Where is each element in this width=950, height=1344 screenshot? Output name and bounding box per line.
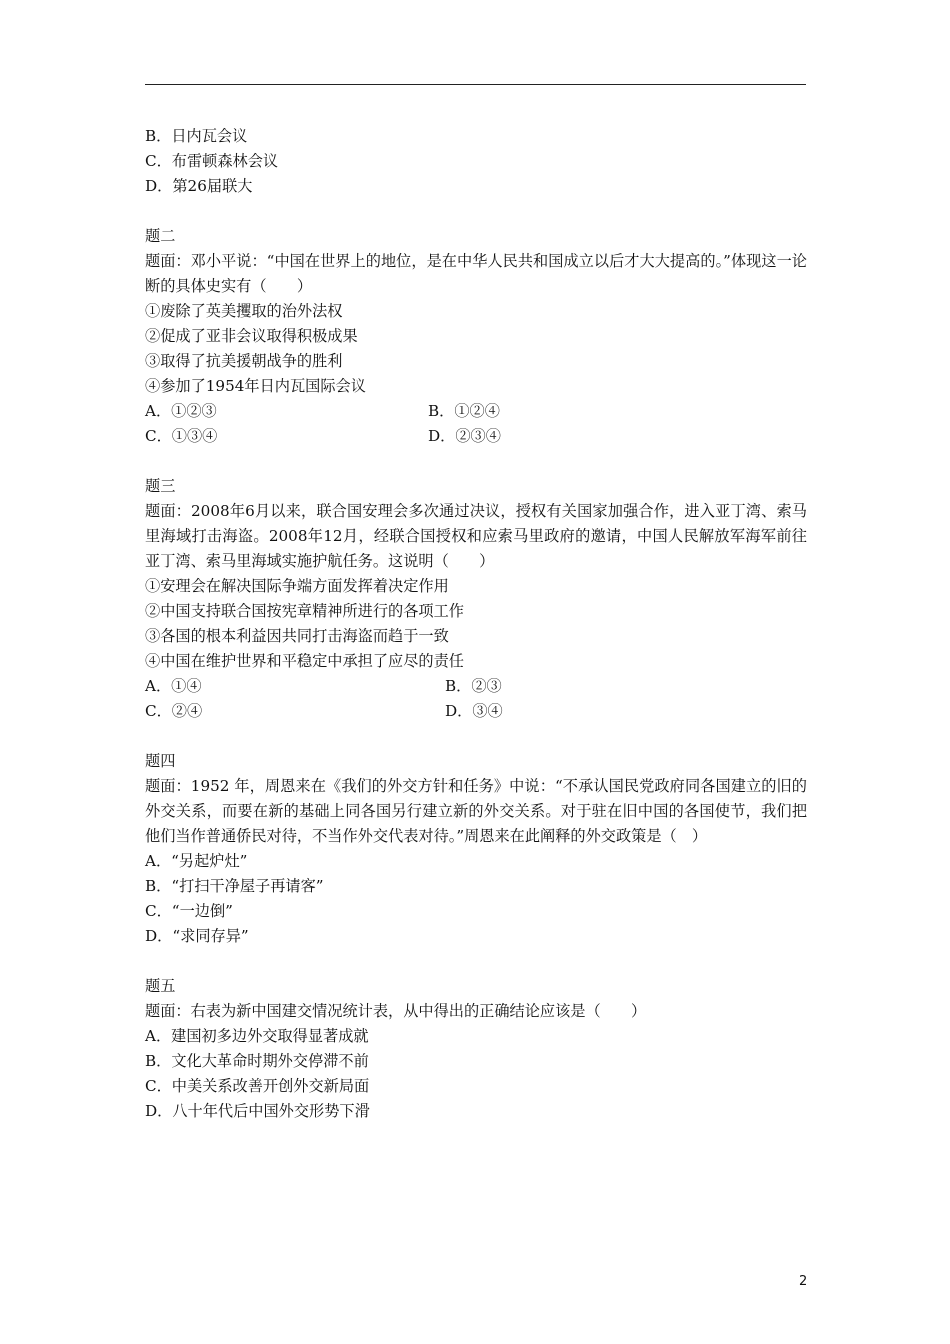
page-content (145, 124, 807, 1124)
option-c: C．“一边倒” (145, 902, 233, 920)
option-d: D．②③④ (428, 427, 501, 445)
option-d: D．“求同存异” (145, 927, 249, 945)
option-b: B．②③ (445, 677, 502, 695)
question-5 (145, 974, 807, 1124)
option-a: A．建国初多边外交取得显著成就 (145, 1027, 369, 1045)
question-title: 题二 (145, 227, 176, 245)
question-title: 题三 (145, 477, 176, 495)
option-c: C．布雷顿森林会议 (145, 152, 279, 170)
option-b: B．日内瓦会议 (145, 127, 248, 145)
statement-1: ①安理会在解决国际争端方面发挥着决定作用 (145, 577, 449, 595)
statement-3: ③各国的根本利益因共同打击海盗而趋于一致 (145, 627, 449, 645)
statement-3: ③取得了抗美援朝战争的胜利 (145, 352, 343, 370)
statement-2: ②中国支持联合国按宪章精神所进行的各项工作 (145, 602, 464, 620)
option-a: A．①②③ (145, 402, 217, 420)
option-d: D．第26届联大 (145, 177, 253, 195)
question-title: 题五 (145, 977, 176, 995)
option-b: B．①②④ (428, 402, 500, 420)
question-stem: 题面：1952 年，周恩来在《我们的外交方针和任务》中说：“不承认国民党政府同各国建立的旧的外交关系，而要在新的基础上同各国另行建立新的外交关系。对于驻在旧中国的各国使节，我们把他们当作普通侨民对待，不当作外交代表对待。”周恩来在此阐释的外交政策是（ ） (145, 777, 807, 845)
statement-4: ④中国在维护世界和平稳定中承担了应尽的责任 (145, 652, 464, 670)
question-title: 题四 (145, 752, 176, 770)
option-d: D．③④ (445, 702, 503, 720)
option-a: A．“另起炉灶” (145, 852, 248, 870)
question-stem: 题面：2008年6月以来，联合国安理会多次通过决议，授权有关国家加强合作，进入亚丁湾、索马里海域打击海盗。2008年12月，经联合国授权和应索马里政府的邀请，中国人民解放军海军前往亚丁湾、索马里海域实施护航任务。这说明（ ） (145, 502, 807, 570)
question-stem: 题面：右表为新中国建交情况统计表，从中得出的正确结论应该是（ ） (145, 1002, 647, 1020)
page-number: 2 (799, 1274, 808, 1289)
option-b: B．“打扫干净屋子再请客” (145, 877, 324, 895)
option-a: A．①④ (145, 677, 202, 695)
option-c: C．②④ (145, 702, 203, 720)
option-d: D．八十年代后中国外交形势下滑 (145, 1102, 370, 1120)
option-b: B．文化大革命时期外交停滞不前 (145, 1052, 369, 1070)
option-c: C．中美关系改善开创外交新局面 (145, 1077, 370, 1095)
option-c: C．①③④ (145, 427, 218, 445)
question-3 (145, 474, 807, 724)
question-stem: 题面：邓小平说：“中国在世界上的地位，是在中华人民共和国成立以后才大大提高的。”体现这一论断的具体史实有（ ） (145, 252, 807, 295)
question-1-tail (145, 124, 807, 199)
statement-1: ①废除了英美攫取的治外法权 (145, 302, 343, 320)
statement-4: ④参加了1954年日内瓦国际会议 (145, 377, 366, 395)
question-4 (145, 749, 807, 949)
question-2 (145, 224, 807, 449)
header-rule (145, 84, 806, 85)
statement-2: ②促成了亚非会议取得积极成果 (145, 327, 358, 345)
